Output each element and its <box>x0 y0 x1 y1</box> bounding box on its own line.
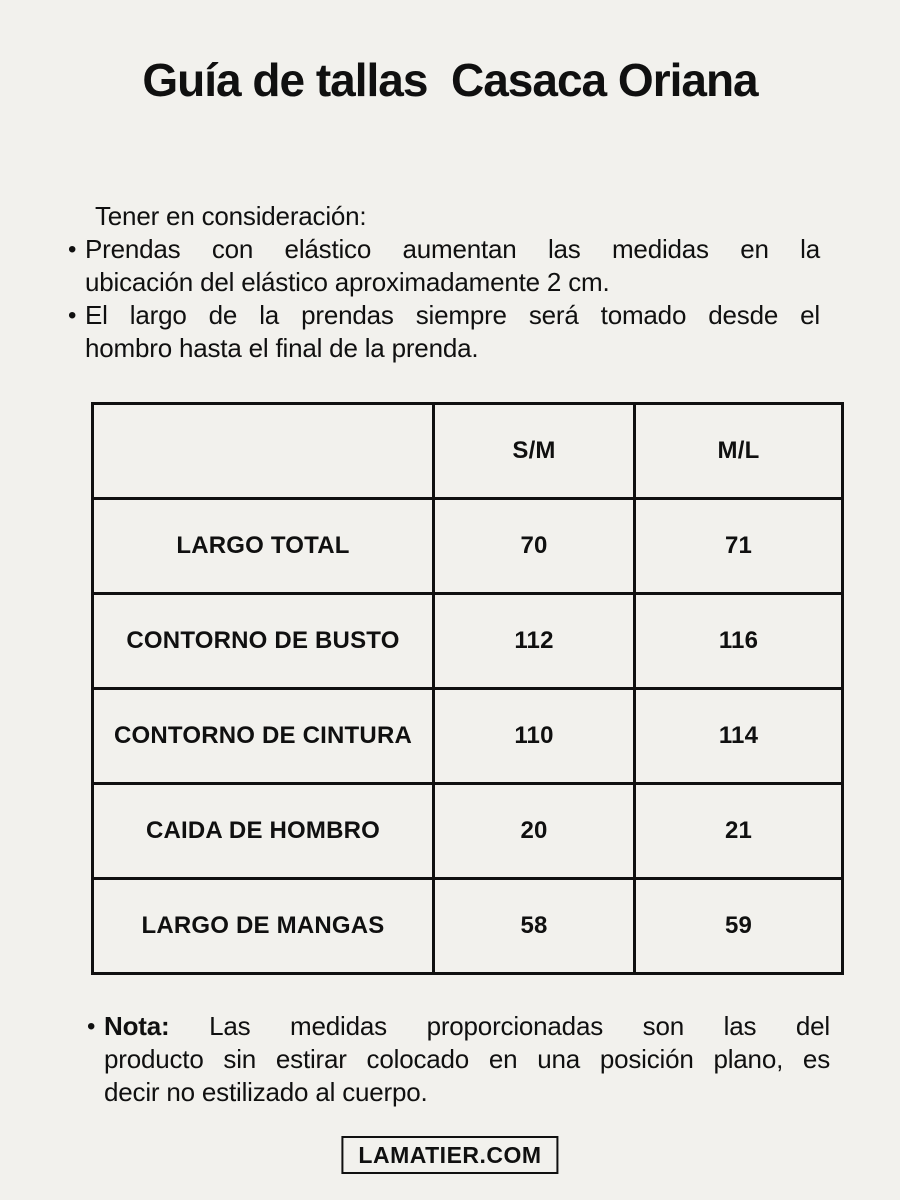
page-title: Guía de tallas Casaca Oriana <box>142 54 758 106</box>
measurement-value: 71 <box>635 499 843 594</box>
measurement-value: 112 <box>434 594 635 689</box>
bullet-line: Prendas con elástico aumentan las medidas en la <box>85 234 820 264</box>
considerations-section <box>68 200 820 365</box>
measurement-label: CAIDA DE HOMBRO <box>93 784 434 879</box>
note-line: decir no estilizado al cuerpo. <box>104 1077 428 1107</box>
table-row <box>93 594 843 689</box>
measurement-value: 110 <box>434 689 635 784</box>
bullet-line: hombro hasta el final de la prenda. <box>85 333 479 363</box>
measurement-label: CONTORNO DE CINTURA <box>93 689 434 784</box>
table-row <box>93 689 843 784</box>
measurement-value: 20 <box>434 784 635 879</box>
measurement-value: 116 <box>635 594 843 689</box>
brand-name: LAMATIER.COM <box>358 1142 542 1168</box>
table-row <box>93 879 843 974</box>
measurement-value: 59 <box>635 879 843 974</box>
measurement-label: LARGO TOTAL <box>93 499 434 594</box>
note-line <box>104 1010 830 1043</box>
brand-badge <box>341 1136 558 1174</box>
measurement-label: CONTORNO DE BUSTO <box>93 594 434 689</box>
table-row <box>93 499 843 594</box>
measurement-value: 58 <box>434 879 635 974</box>
size-column-header: M/L <box>635 404 843 499</box>
table-row <box>93 784 843 879</box>
note-label: Nota: <box>104 1011 170 1041</box>
measurement-label: LARGO DE MANGAS <box>93 879 434 974</box>
measurement-value: 70 <box>434 499 635 594</box>
size-table <box>91 402 844 975</box>
note-text: Las medidas proporcionadas son las del <box>169 1011 830 1041</box>
corner-cell <box>93 404 434 499</box>
note-line: producto sin estirar colocado en una posición plano, es <box>104 1044 830 1074</box>
bullet-dot-icon: • <box>68 302 77 329</box>
table-header-row <box>93 404 843 499</box>
bullet-dot-icon: • <box>87 1013 96 1040</box>
consideration-bullet <box>68 233 820 299</box>
considerations-list <box>68 233 820 365</box>
bullet-line: El largo de la prendas siempre será tomado desde el <box>85 300 820 330</box>
measurement-value: 21 <box>635 784 843 879</box>
consideration-bullet <box>68 299 820 365</box>
size-column-header: S/M <box>434 404 635 499</box>
considerations-intro: Tener en consideración: <box>95 201 367 231</box>
bullet-line: ubicación del elástico aproximadamente 2 cm. <box>85 267 610 297</box>
bullet-dot-icon: • <box>68 236 77 263</box>
note-section <box>87 1010 830 1109</box>
measurement-value: 114 <box>635 689 843 784</box>
